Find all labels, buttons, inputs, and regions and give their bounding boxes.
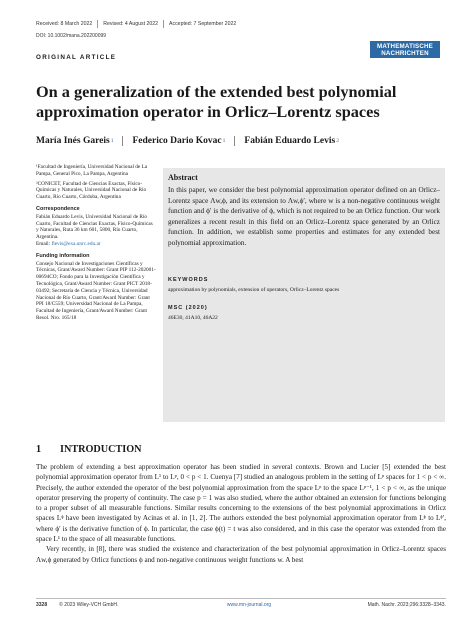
- keywords-heading: KEYWORDS: [168, 277, 209, 283]
- revised-date: Revised: 4 August 2022: [103, 21, 159, 27]
- email-link[interactable]: flevis@exa.unrc.edu.ar: [51, 240, 101, 247]
- footer-rule: [36, 598, 446, 599]
- keywords-text: approximation by polynomials, extension of operators, Orlicz–Lorentz spaces: [168, 287, 340, 293]
- page-number: 3328: [36, 602, 48, 608]
- footer-left: [36, 602, 130, 608]
- msc-text: 46E30, 41A10, 46A22: [168, 315, 218, 321]
- author-list: [36, 136, 339, 146]
- divider: [122, 136, 123, 146]
- article-type: ORIGINAL ARTICLE: [36, 54, 117, 61]
- author-name[interactable]: Fabián Eduardo Levis: [244, 136, 336, 146]
- section-heading: [36, 444, 142, 455]
- author-name[interactable]: María Inés Gareis: [36, 136, 110, 146]
- logo-line-2: NACHRICHTEN: [381, 49, 429, 57]
- affiliation-marker: 2: [336, 138, 339, 144]
- author-name[interactable]: Federico Dario Kovac: [132, 136, 222, 146]
- funding-heading: Funding information: [36, 252, 90, 259]
- section-number: 1: [36, 444, 42, 455]
- paragraph: Very recently, in [8], there was studied the existence and characterization of the best polynomial approximation in Orlicz–Lorentz spaces Λw,ϕ generated by Orlicz functions ϕ and non-negative continuous weight functions w. A best: [36, 545, 446, 564]
- divider: [234, 136, 235, 146]
- publication-dates: [36, 20, 236, 28]
- abstract-heading: Abstract: [168, 173, 198, 182]
- received-date: Received: 8 March 2022: [36, 21, 93, 27]
- abstract-text: In this paper, we consider the best polynomial approximation operator defined on an Orlicz–Lorentz space Λw,ϕ, and its extension to Λw,ϕ′, where w is a non-negative continuous weight function and ϕ′ is the derivative of ϕ, which is not required to be an Orlicz function. Our work generalizes a recent result in this field on an Orlicz–Lorentz space generated by an Orlicz function. In addition, we establish some properties and estimates for any extended best polynomial approximation.: [168, 186, 440, 247]
- journal-logo: [370, 41, 440, 58]
- divider: [163, 20, 164, 28]
- affiliation-2: ²CONICET, Facultad de Ciencias Exactas, Físico-Químicas y Naturales, Universidad Nacional de Río Cuarto, Río Cuarto, Córdoba, Argentina: [36, 180, 147, 201]
- correspondence-text: [36, 214, 156, 248]
- page-footer: [36, 602, 446, 608]
- section-title: INTRODUCTION: [60, 444, 142, 455]
- msc-heading: MSC (2020): [168, 305, 208, 311]
- affiliation-marker: 1: [110, 138, 114, 144]
- copyright: © 2023 Wiley-VCH GmbH.: [59, 602, 119, 608]
- paper-title: On a generalization of the extended best polynomial approximation operator in Orlicz–Lorentz spaces: [36, 82, 397, 121]
- journal-url[interactable]: www.mn-journal.org: [226, 602, 272, 608]
- accepted-date: Accepted: 7 September 2022: [169, 21, 237, 27]
- affiliation-marker: 1: [222, 138, 226, 144]
- correspondence-heading: Correspondence: [36, 205, 80, 212]
- affiliation-1: ¹Facultad de Ingeniería, Universidad Nacional de La Pampa, General Pico, La Pampa, Argentina: [36, 164, 148, 177]
- divider: [97, 20, 98, 28]
- email-label: Email:: [36, 240, 52, 247]
- paragraph: The problem of extending a best approximation operator has been studied in several contexts. Brown and Lucier [5] extended the best polynomial approximation operator from L¹ to Lᵖ, 0 < p < 1. Cuenya [7] studied an analogous problem in the setting of Lᵖ spaces for 1 < p < ∞. Precisely, the author extended the operator of the best polynomial approximation from the space Lᵖ to the space Lᵖ⁻¹, 1 < p < ∞, as the unique operator preserving the property of continuity. The case p = 1 was also studied, where the author obtained an extension for functions belonging to a proper subset of all measurable functions. Similar results concerning to the extensions of the best polynomial approximations in Orlicz spaces Lᶲ have been investigated by Acinas et al. in [1, 2]. The authors extended the best polynomial approximation operator from Lᶲ to Lᶲ′, where ϕ′ is the derivative function of ϕ. In particular, the case ϕ(t) = t was also considered, and in this case the operator was extended from the space L¹ to the space of all measurable functions.: [36, 463, 446, 544]
- sidebar-info: [36, 164, 156, 325]
- correspondence-address: Fabián Eduardo Levis, Universidad Nacional de Río Cuarto, Facultad de Ciencias Exactas, Físico-Químicas y Naturales, Ruta 36 km 601, 5800, Río Cuarto, Argentina.: [36, 213, 153, 241]
- logo-line-1: MATHEMATISCHE: [377, 42, 433, 50]
- body-text: [36, 462, 446, 565]
- doi[interactable]: DOI: 10.1002/mana.202200099: [36, 33, 107, 39]
- journal-citation: Math. Nachr. 2023;296:3328–3343.: [367, 602, 446, 608]
- funding-text: Consejo Nacional de Investigaciones Científicas y Técnicas, Grant/Award Number: Grant PIP 112-202001-00694CO; Fondo para la Investigación Científica y Tecnológica, Grant/Award Number: Grant PICT 2018-03492; Secretaría de Ciencia y Técnica, Universidad Nacional de Río Cuarto, Grant/Award Number: Grant PPI 18/C559; Universidad Nacional de La Pampa, Facultad de Ingeniería, Grant/Award Number: Grant Resol. Nro. 165/18: [36, 260, 156, 321]
